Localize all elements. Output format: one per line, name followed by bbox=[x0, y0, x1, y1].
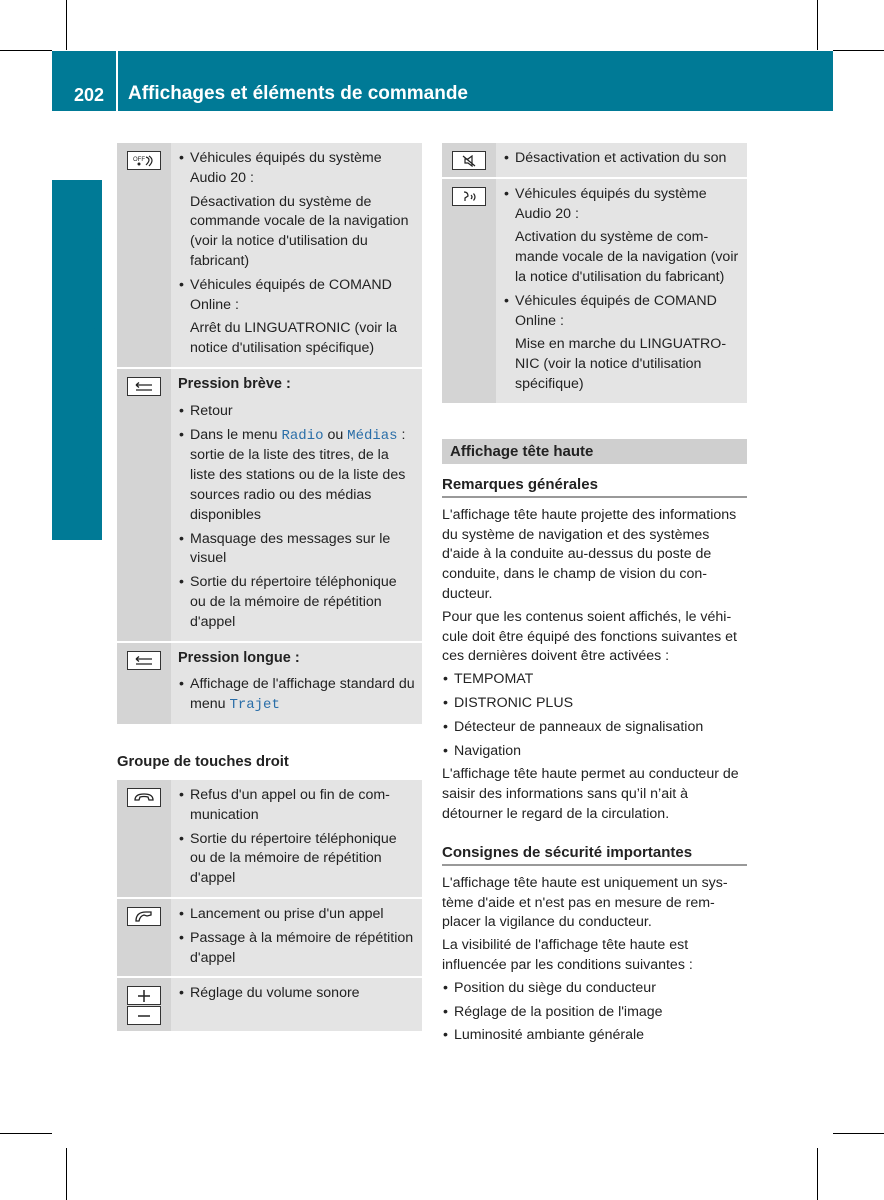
menu-radio: Radio bbox=[281, 427, 324, 444]
section-title: Affichage tête haute bbox=[442, 439, 747, 464]
crop-mark bbox=[817, 0, 818, 50]
back-button-icon bbox=[127, 377, 161, 396]
list-item: • Refus d'un appel ou fin de communication bbox=[178, 786, 416, 826]
menu-medias: Médias bbox=[347, 427, 398, 444]
list-item: • Position du siège du conducteur bbox=[442, 979, 747, 999]
crop-mark bbox=[0, 50, 52, 51]
back-button-icon bbox=[127, 651, 161, 670]
list-item-detail: Arrêt du LINGUATRONIC (voir la notice d'utilisation spécifique) bbox=[190, 320, 398, 357]
crop-mark bbox=[66, 1148, 67, 1200]
list-item: • Véhicules équipés du système Audio 20 : bbox=[503, 185, 741, 225]
list-item: • Retour bbox=[178, 402, 416, 422]
item-text: : sortie de la liste des titres, de la liste des stations ou de la liste des sources radio ou des médias disponibles bbox=[190, 426, 406, 523]
list-item: • Sortie du répertoire téléphonique ou de la mémoire de répétition d'appel bbox=[178, 573, 416, 632]
list-item-detail: Désactivation du système de commande vocale de la navigation (voir la notice d'utilisation du fabricant) bbox=[190, 193, 409, 269]
list-item: • Véhicules équipés du système Audio 20 : bbox=[178, 149, 416, 189]
list-item-detail: Activation du système de commande vocale de la navigation (voir la notice d'utilisation du fabricant) bbox=[515, 229, 739, 285]
list-item: • Passage à la mémoire de répétition d'appel bbox=[178, 929, 416, 969]
list-item: • DISTRONIC PLUS bbox=[442, 694, 747, 714]
item-text: Affichage de l'affichage standard du menu bbox=[190, 676, 415, 713]
list-item: • Véhicules équipés de COMAND Online : bbox=[503, 292, 741, 332]
paragraph: L'affichage tête haute projette des informations du système de navigation et des systèmes d'aide à la conduite au-dessus du poste de conduite, dans le champ de vision du conducteur. bbox=[442, 506, 737, 602]
page-number: 202 bbox=[74, 85, 105, 105]
voice-off-button-icon bbox=[127, 151, 161, 170]
table-row bbox=[117, 643, 422, 726]
paragraph: La visibilité de l'affichage tête haute est influencée par les conditions suivantes : bbox=[442, 937, 693, 973]
list-item: • Luminosité ambiante générale bbox=[442, 1026, 747, 1046]
list-item: • Véhicules équipés de COMAND Online : bbox=[178, 276, 416, 316]
table-row bbox=[117, 899, 422, 978]
row-heading: Pression longue : bbox=[178, 649, 300, 666]
list-item: • Lancement ou prise d'un appel bbox=[178, 905, 416, 925]
crop-mark bbox=[817, 1148, 818, 1200]
volume-minus-icon bbox=[127, 1006, 161, 1025]
list-item bbox=[178, 426, 416, 526]
table-row bbox=[442, 143, 747, 179]
group-heading: Groupe de touches droit bbox=[117, 753, 289, 770]
menu-trajet: Trajet bbox=[229, 697, 280, 714]
crop-mark bbox=[833, 1133, 884, 1134]
header-separator bbox=[116, 51, 118, 111]
list-item: • Détecteur de panneaux de signalisation bbox=[442, 718, 747, 738]
list-item: • Navigation bbox=[442, 742, 747, 762]
list-item: • Masquage des messages sur le visuel bbox=[178, 530, 416, 570]
table-row bbox=[117, 143, 422, 369]
item-text: ou bbox=[323, 426, 348, 443]
page-title: Affichages et éléments de commande bbox=[128, 83, 468, 104]
list-item: • Réglage de la position de l'image bbox=[442, 1003, 747, 1023]
remarks-heading: Remarques générales bbox=[442, 464, 747, 498]
crop-mark bbox=[833, 50, 884, 51]
mute-speaker-icon bbox=[452, 151, 486, 170]
left-column bbox=[117, 143, 422, 1031]
list-item: • Désactivation et activation du son bbox=[503, 149, 741, 169]
list-item: • Réglage du volume sonore bbox=[178, 984, 416, 1004]
svg-text:OFF: OFF bbox=[133, 157, 145, 163]
list-item-detail: Mise en marche du LINGUATRONIC (voir la notice d'utilisation spécifique) bbox=[515, 336, 727, 392]
item-text: Dans le menu bbox=[190, 426, 282, 443]
crop-mark bbox=[0, 1133, 52, 1134]
list-item: • Sortie du répertoire téléphonique ou de la mémoire de répétition d'appel bbox=[178, 830, 416, 889]
hang-up-phone-icon bbox=[127, 788, 161, 807]
table-row bbox=[117, 978, 422, 1031]
row-heading: Pression brève : bbox=[178, 375, 291, 392]
phone-handset-icon bbox=[127, 907, 161, 926]
table-row bbox=[117, 780, 422, 899]
chapter-label: Ordinateur de bord et affich. bbox=[80, 219, 102, 488]
safety-heading: Consignes de sécurité importantes bbox=[442, 828, 747, 866]
crop-mark bbox=[66, 0, 67, 50]
table-row bbox=[117, 369, 422, 643]
list-item: • TEMPOMAT bbox=[442, 670, 747, 690]
list-item bbox=[178, 675, 416, 716]
paragraph: Pour que les contenus soient affichés, le véhicule doit être équipé des fonctions suivantes et ces dernières doivent être activées : bbox=[442, 608, 737, 665]
voice-control-icon bbox=[452, 187, 486, 206]
paragraph: L'affichage tête haute permet au conducteur de saisir des informations sans qu’il n’ait à détourner le regard de la circulation. bbox=[442, 766, 739, 822]
table-row bbox=[442, 179, 747, 405]
right-column bbox=[442, 143, 747, 1050]
paragraph: L'affichage tête haute est uniquement un système d'aide et n'est pas en mesure de remplacer la vigilance du conducteur. bbox=[442, 874, 728, 931]
volume-plus-icon bbox=[127, 986, 161, 1005]
